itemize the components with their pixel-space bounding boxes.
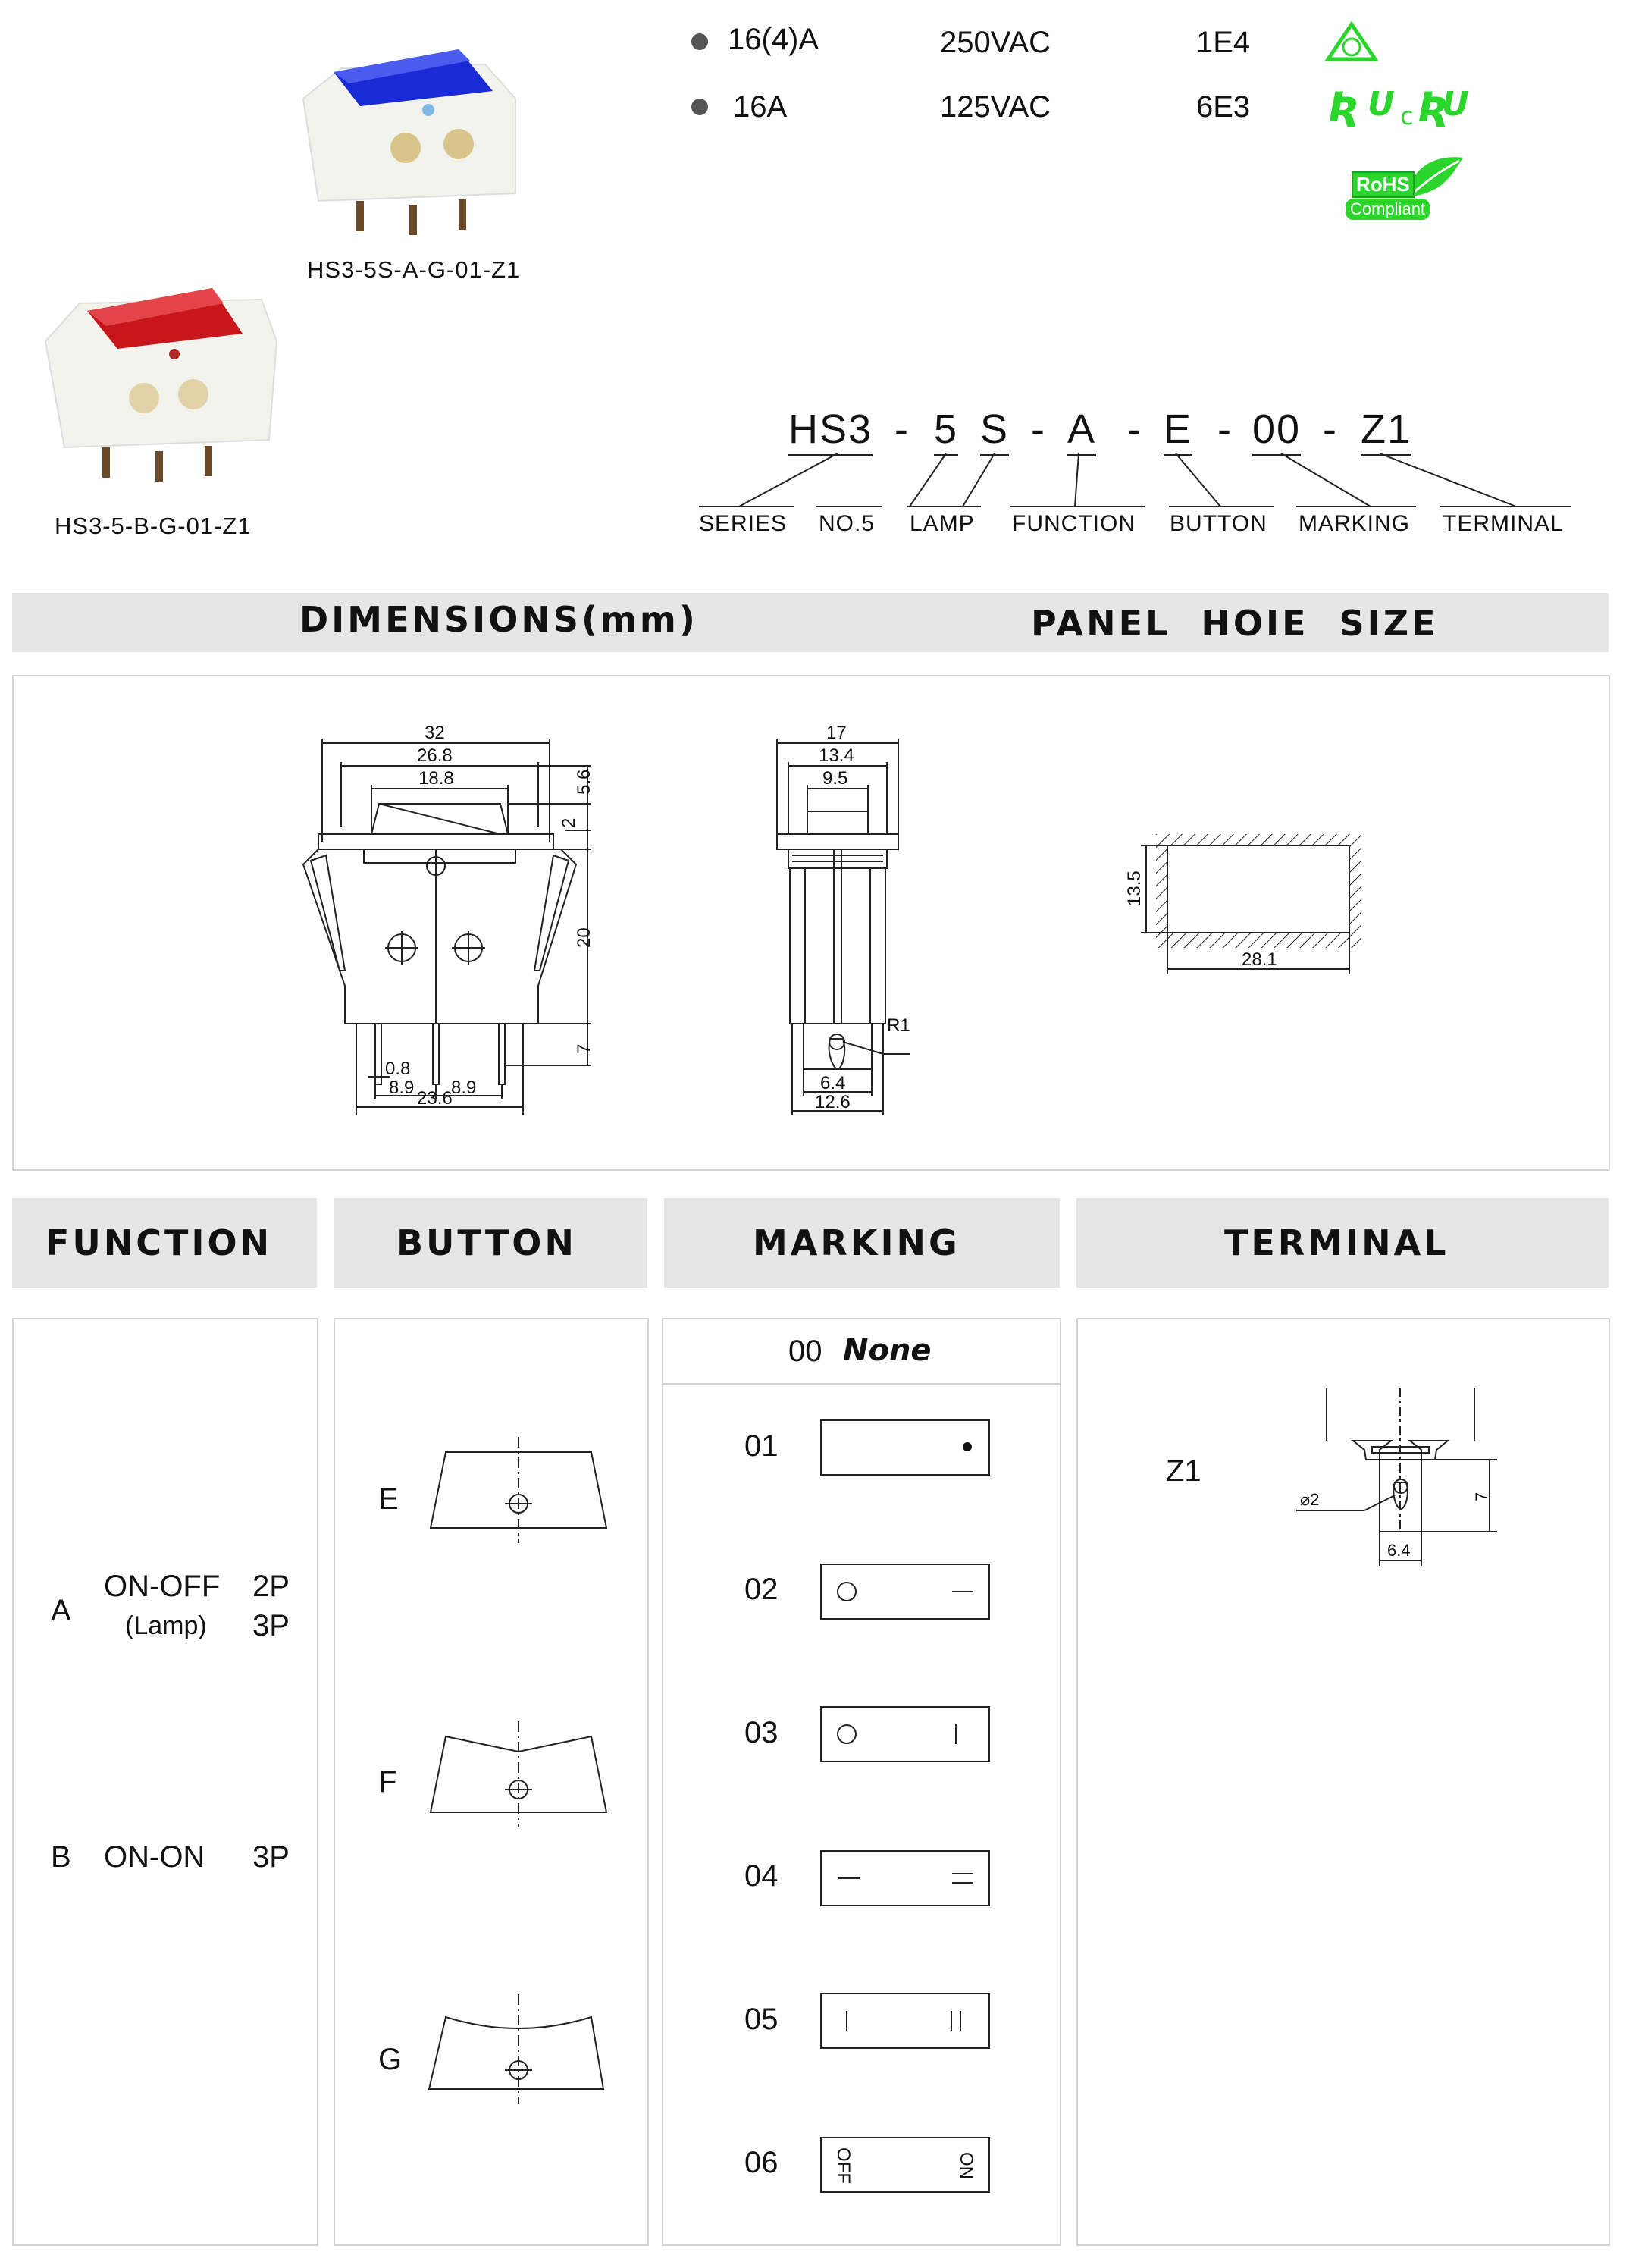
rating-voltage: 250VAC bbox=[940, 26, 1051, 59]
dimensions-title: DIMENSIONS(mm) bbox=[299, 599, 698, 640]
button-code-g: G bbox=[378, 2043, 403, 2076]
dim-18-8: 18.8 bbox=[418, 768, 454, 789]
circle-icon bbox=[837, 1582, 857, 1601]
marking-box-02 bbox=[820, 1564, 990, 1620]
bar-icon bbox=[955, 1724, 957, 1744]
function-title: FUNCTION bbox=[45, 1222, 273, 1263]
pn-button: E bbox=[1164, 406, 1192, 456]
dim-9-5: 9.5 bbox=[822, 768, 848, 789]
pn-label-button: BUTTON bbox=[1170, 511, 1267, 536]
pn-label-no5: NO.5 bbox=[819, 511, 876, 536]
circle-icon bbox=[837, 1724, 857, 1744]
side-view-drawing bbox=[758, 720, 955, 1130]
dim-6-4: 6.4 bbox=[820, 1073, 846, 1093]
marking-title: MARKING bbox=[753, 1222, 960, 1263]
dim-0-8: 0.8 bbox=[385, 1059, 411, 1079]
terminal-drawing bbox=[1289, 1388, 1501, 1592]
dim-r1: R1 bbox=[887, 1015, 910, 1036]
rating-voltage: 125VAC bbox=[940, 90, 1051, 124]
svg-text:c: c bbox=[1400, 102, 1414, 130]
svg-text:Ʀ: Ʀ bbox=[1418, 83, 1449, 131]
button-title: BUTTON bbox=[396, 1222, 577, 1263]
pn-separator: - bbox=[894, 406, 910, 452]
panel-hole-drawing bbox=[1107, 819, 1387, 986]
pn-no5: 5 bbox=[934, 406, 958, 456]
dim-12-6: 12.6 bbox=[815, 1092, 851, 1112]
dim-5-6: 5.6 bbox=[574, 769, 594, 795]
dim-13-4: 13.4 bbox=[819, 745, 854, 766]
marking-none-label: None bbox=[843, 1333, 932, 1368]
svg-text:U: U bbox=[1442, 85, 1469, 124]
pn-label-terminal: TERMINAL bbox=[1443, 511, 1564, 536]
marking-code-03: 03 bbox=[744, 1716, 779, 1749]
marking-box-05 bbox=[820, 1993, 990, 2049]
marking-box-04 bbox=[820, 1850, 990, 1906]
marking-code-04: 04 bbox=[744, 1859, 779, 1893]
pn-function: A bbox=[1067, 406, 1096, 456]
marking-off-text: OFF bbox=[833, 2147, 854, 2184]
rohs-compliant-label: Compliant bbox=[1346, 199, 1430, 220]
marking-code-02: 02 bbox=[744, 1573, 779, 1606]
dot-icon bbox=[963, 1442, 972, 1451]
dim-2: 2 bbox=[559, 817, 579, 828]
red-switch-caption: HS3-5-B-G-01-Z1 bbox=[55, 513, 252, 539]
marking-box-06 bbox=[820, 2137, 990, 2193]
v-button-icon bbox=[425, 1721, 614, 1827]
function-poles-a-3p: 3P bbox=[252, 1609, 290, 1642]
flat-button-icon bbox=[425, 1437, 614, 1543]
pn-separator: - bbox=[1127, 406, 1142, 452]
dim-13-5: 13.5 bbox=[1124, 870, 1145, 906]
dim-8-9-right: 8.9 bbox=[451, 1078, 477, 1098]
pn-marking: 00 bbox=[1252, 406, 1301, 456]
svg-text:Ʀ: Ʀ bbox=[1328, 83, 1360, 131]
function-name-b: ON-ON bbox=[104, 1840, 205, 1874]
terminal-title: TERMINAL bbox=[1224, 1222, 1449, 1263]
dim-17: 17 bbox=[826, 723, 847, 743]
pn-label-marking: MARKING bbox=[1299, 511, 1411, 536]
dim-26-8: 26.8 bbox=[417, 745, 453, 766]
function-panel bbox=[12, 1318, 318, 2246]
dim-8-9-left: 8.9 bbox=[389, 1078, 415, 1098]
dim-32: 32 bbox=[425, 723, 445, 743]
function-poles-a-2p: 2P bbox=[252, 1570, 290, 1603]
blue-switch-caption: HS3-5S-A-G-01-Z1 bbox=[307, 256, 521, 283]
pn-separator: - bbox=[1031, 406, 1046, 452]
terminal-diameter: ⌀2 bbox=[1300, 1490, 1320, 1509]
double-bar-icon bbox=[951, 2011, 961, 2031]
marking-code-01: 01 bbox=[744, 1429, 779, 1463]
dash-icon bbox=[838, 1877, 860, 1879]
marking-on-text: ON bbox=[956, 2152, 976, 2179]
marking-code-06: 06 bbox=[744, 2146, 779, 2179]
dash-icon bbox=[952, 1591, 973, 1592]
double-dash-icon bbox=[952, 1873, 973, 1884]
pn-label-function: FUNCTION bbox=[1012, 511, 1136, 536]
rating-current: 16(4)A bbox=[728, 23, 819, 56]
marking-code-05: 05 bbox=[744, 2003, 779, 2036]
terminal-code: Z1 bbox=[1166, 1454, 1201, 1488]
button-code-e: E bbox=[378, 1482, 399, 1516]
pn-series: HS3 bbox=[788, 406, 873, 456]
button-code-f: F bbox=[378, 1765, 397, 1799]
svg-text:U: U bbox=[1368, 85, 1395, 124]
marking-box-03 bbox=[820, 1706, 990, 1762]
marking-box-01 bbox=[820, 1419, 990, 1476]
rating-current: 16A bbox=[733, 90, 788, 124]
function-sub-a: (Lamp) bbox=[125, 1611, 207, 1640]
terminal-height: 7 bbox=[1472, 1492, 1491, 1501]
pn-terminal: Z1 bbox=[1361, 406, 1411, 456]
dim-7: 7 bbox=[574, 1043, 594, 1054]
pn-connector-lines bbox=[0, 0, 1626, 531]
front-view-drawing bbox=[288, 720, 637, 1130]
function-code-a: A bbox=[51, 1594, 71, 1627]
terminal-width: 6.4 bbox=[1387, 1541, 1411, 1560]
function-poles-b-3p: 3P bbox=[252, 1840, 290, 1874]
pn-separator: - bbox=[1217, 406, 1233, 452]
dim-23-6: 23.6 bbox=[417, 1088, 453, 1109]
rohs-label: RoHS bbox=[1352, 171, 1415, 198]
function-name-a: ON-OFF bbox=[104, 1570, 221, 1603]
pn-label-lamp: LAMP bbox=[910, 511, 975, 536]
dim-28-1: 28.1 bbox=[1242, 949, 1277, 970]
function-code-b: B bbox=[51, 1840, 71, 1874]
pn-label-series: SERIES bbox=[699, 511, 788, 536]
marking-none-code: 00 bbox=[788, 1335, 822, 1368]
panel-size-title: PANEL HOIE SIZE bbox=[1031, 603, 1439, 644]
bar-icon bbox=[846, 2011, 847, 2031]
dim-20: 20 bbox=[574, 927, 594, 948]
concave-button-icon bbox=[425, 1994, 614, 2100]
pn-lamp: S bbox=[980, 406, 1009, 456]
pn-separator: - bbox=[1323, 406, 1338, 452]
rating-cycles: 6E3 bbox=[1196, 90, 1251, 124]
rating-cycles: 1E4 bbox=[1196, 26, 1251, 59]
